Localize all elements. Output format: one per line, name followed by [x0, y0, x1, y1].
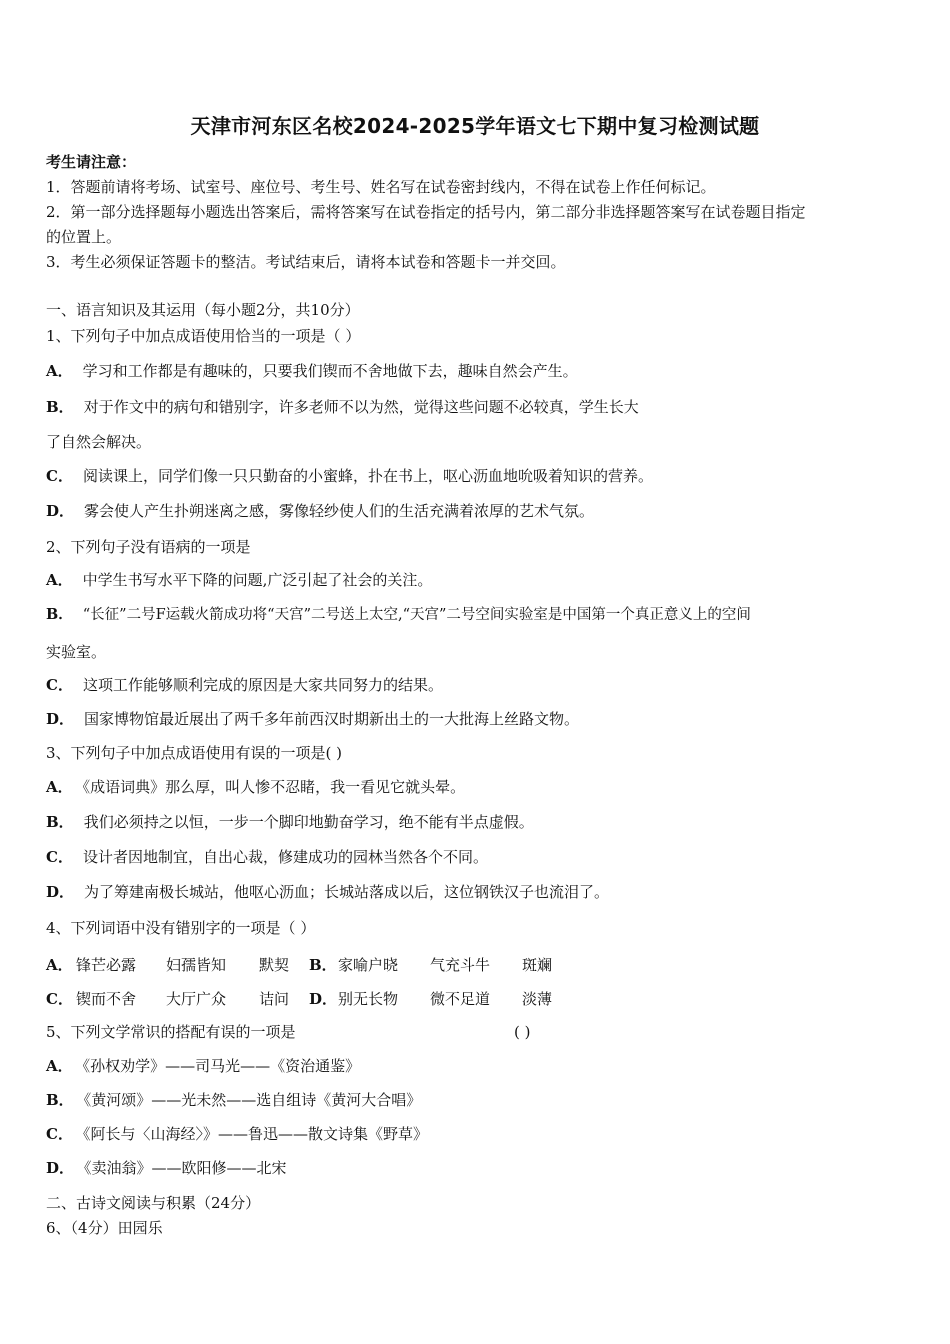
question-stem: 1、下列句子中加点成语使用恰当的一项是（ ）: [46, 327, 361, 345]
option-a: A． 《成语词典》那么厚，叫人惨不忍睹，我一看见它就头晕。: [46, 778, 466, 796]
question-stem: 4、下列词语中没有错别字的一项是（ ）: [46, 919, 316, 937]
notice-item: 的位置上。: [46, 228, 122, 246]
q4-word: 锋芒必露: [76, 956, 137, 974]
page-title: 天津市河东区名校2024-2025学年语文七下期中复习检测试题: [190, 114, 760, 138]
q4-word: 家喻户晓: [338, 956, 399, 974]
option-d-label: D．: [309, 990, 338, 1008]
answer-paren: ( ): [514, 1023, 531, 1041]
option-c: C． 设计者因地制宜，自出心裁，修建成功的园林当然各个不同。: [46, 848, 488, 866]
option-a: A． 《孙权劝学》——司马光——《资治通鉴》: [46, 1057, 361, 1075]
option-b: B． 《黄河颂》——光未然——选自组诗《黄河大合唱》: [46, 1091, 422, 1109]
q4-word: 气充斗牛: [430, 956, 491, 974]
q4-word: 妇孺皆知: [166, 956, 227, 974]
q4-word: 别无长物: [338, 990, 399, 1008]
option-c: C． 《阿长与〈山海经〉》——鲁迅——散文诗集《野草》: [46, 1125, 428, 1143]
option-b: B． 对于作文中的病句和错别字，许多老师不以为然，觉得这些问题不必较真，学生长大: [46, 398, 639, 416]
option-c-label: C．: [46, 990, 73, 1008]
option-a: A． 学习和工作都是有趣味的，只要我们锲而不舍地做下去，趣味自然会产生。: [46, 362, 578, 380]
notice-item: 3．考生必须保证答题卡的整洁。考试结束后，请将本试卷和答题卡一并交回。: [46, 253, 566, 271]
notice-item: 2．第一部分选择题每小题选出答案后，需将答案写在试卷指定的括号内，第二部分非选择题答案写在试卷题目指定: [46, 203, 806, 221]
section-heading: 一、语言知识及其运用（每小题2分，共10分）: [46, 301, 360, 319]
option-c: C． 阅读课上，同学们像一只只勤奋的小蜜蜂，扑在书上，呕心沥血地吮吸着知识的营养。: [46, 467, 653, 485]
option-b-continued: 实验室。: [46, 643, 107, 661]
option-c: C． 这项工作能够顺利完成的原因是大家共同努力的结果。: [46, 676, 443, 694]
option-b: B． “长征”二号F运载火箭成功将“天宫”二号送上太空,“天宫”二号空间实验室是中国第一个真正意义上的空间: [46, 606, 751, 623]
section-heading: 二、古诗文阅读与积累（24分）: [46, 1194, 261, 1212]
option-d: D． 《卖油翁》——欧阳修——北宋: [46, 1159, 287, 1177]
option-d: D． 国家博物馆最近展出了两千多年前西汉时期新出土的一大批海上丝路文物。: [46, 710, 580, 728]
q4-word: 大厅广众: [166, 990, 227, 1008]
q4-word: 淡薄: [522, 990, 553, 1008]
q4-word: 斑斓: [522, 956, 553, 974]
option-d: D． 为了筹建南极长城站，他呕心沥血；长城站落成以后，这位钢铁汉子也流泪了。: [46, 883, 610, 901]
question-stem: 5、下列文学常识的搭配有误的一项是: [46, 1023, 296, 1041]
option-b: B． 我们必须持之以恒，一步一个脚印地勤奋学习，绝不能有半点虚假。: [46, 813, 534, 831]
q4-word: 锲而不舍: [76, 990, 137, 1008]
option-b-continued: 了自然会解决。: [46, 433, 152, 451]
question-stem: 6、（4分）田园乐: [46, 1219, 163, 1237]
notice-item: 1．答题前请将考场、试室号、座位号、考生号、姓名写在试卷密封线内，不得在试卷上作任何标记。: [46, 178, 716, 196]
question-stem: 3、下列句子中加点成语使用有误的一项是( ): [46, 744, 343, 762]
q4-word: 诘问: [259, 990, 290, 1008]
q4-word: 默契: [259, 956, 290, 974]
option-b-label: B．: [309, 956, 337, 974]
q4-word: 微不足道: [430, 990, 491, 1008]
option-a: A． 中学生书写水平下降的问题,广泛引起了社会的关注。: [46, 571, 433, 589]
option-d: D． 雾会使人产生扑朔迷离之感，雾像轻纱使人们的生活充满着浓厚的艺术气氛。: [46, 502, 595, 520]
option-a-label: A．: [46, 956, 73, 974]
notice-heading: 考生请注意：: [46, 153, 137, 171]
question-stem: 2、下列句子没有语病的一项是: [46, 538, 251, 556]
